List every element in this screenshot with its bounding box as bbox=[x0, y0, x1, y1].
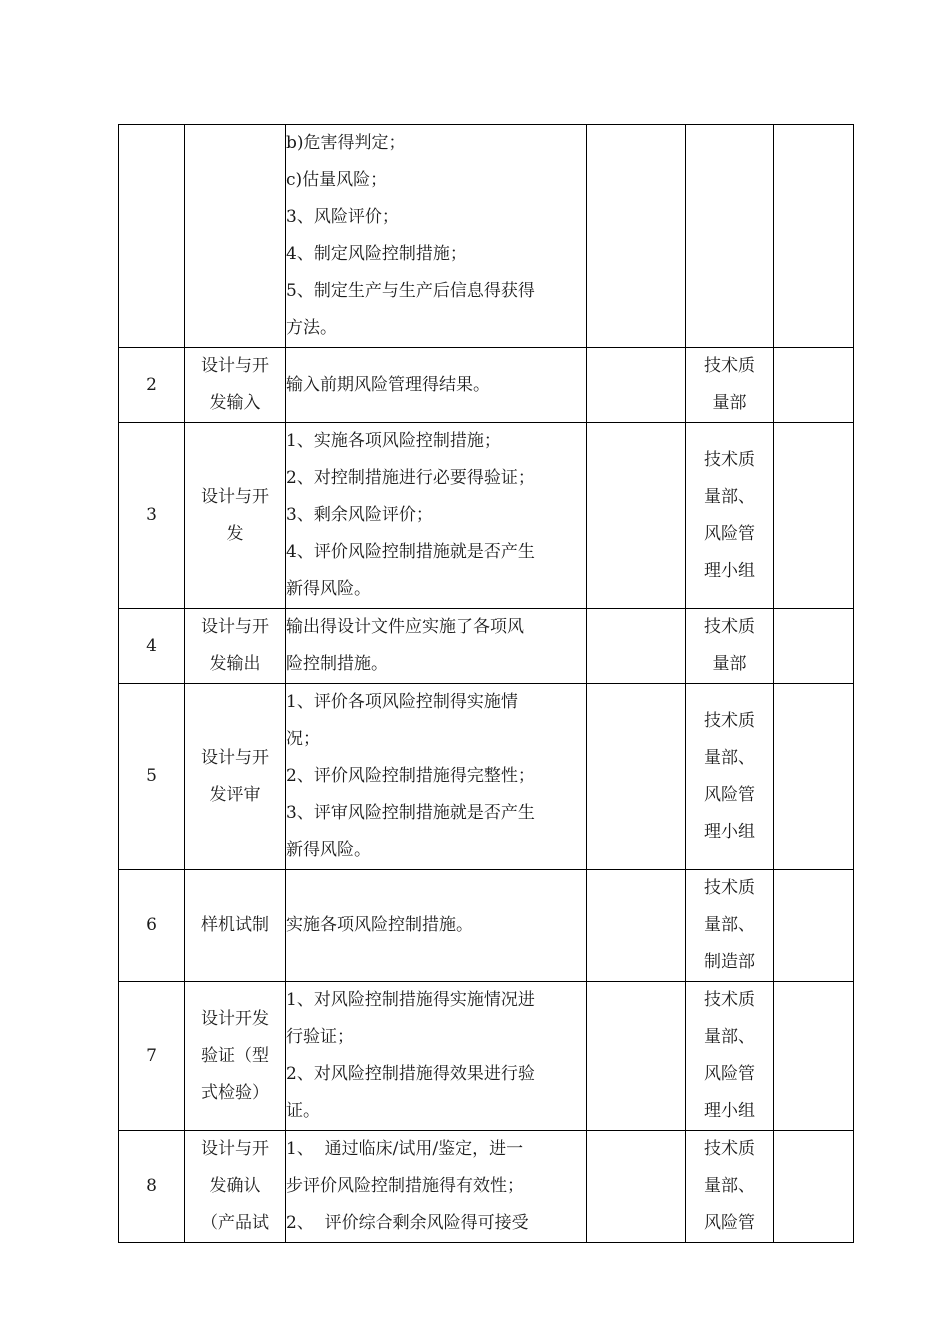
content-cell bbox=[286, 982, 587, 1131]
content-line: 况； bbox=[286, 729, 320, 749]
phase-line: 式检验） bbox=[201, 1082, 269, 1103]
content-line: 新得风险。 bbox=[286, 840, 371, 860]
blank-cell bbox=[587, 125, 686, 348]
phase-cell bbox=[185, 125, 286, 348]
content-line: 1、对风险控制措施得实施情况进 bbox=[286, 990, 535, 1010]
blank-cell bbox=[587, 423, 686, 609]
content-line: 4、制定风险控制措施； bbox=[286, 244, 467, 264]
department-line: 量部、 bbox=[704, 486, 755, 507]
content-line: 险控制措施。 bbox=[286, 654, 388, 674]
content-line: 证。 bbox=[286, 1101, 320, 1121]
department-cell bbox=[686, 125, 774, 348]
department-cell bbox=[686, 348, 774, 423]
department-line: 制造部 bbox=[704, 952, 755, 972]
risk-management-table bbox=[118, 124, 854, 1243]
content-cell bbox=[286, 1131, 587, 1243]
content-cell bbox=[286, 423, 587, 609]
department-line: 技术质 bbox=[704, 710, 755, 731]
department-cell bbox=[686, 609, 774, 684]
department-line: 量部 bbox=[712, 654, 747, 674]
department-line: 风险管 bbox=[704, 784, 755, 805]
blank-cell bbox=[774, 1131, 854, 1243]
phase-cell bbox=[185, 684, 286, 870]
phase-line: 发评审 bbox=[209, 784, 261, 805]
content-cell bbox=[286, 348, 587, 423]
phase-line: 发输出 bbox=[209, 654, 261, 674]
department-cell bbox=[686, 1131, 774, 1243]
phase-line: 设计与开 bbox=[201, 617, 269, 637]
blank-cell bbox=[774, 982, 854, 1131]
content-cell bbox=[286, 870, 587, 982]
row-number-cell: 7 bbox=[119, 982, 185, 1131]
department-line: 风险管 bbox=[704, 1064, 755, 1084]
row-number-cell: 5 bbox=[119, 684, 185, 870]
content-line: 输出得设计文件应实施了各项风 bbox=[286, 617, 524, 637]
phase-line: 设计开发 bbox=[201, 1008, 269, 1029]
content-line: 3、剩余风险评价； bbox=[286, 505, 433, 525]
department-line: 风险管 bbox=[704, 523, 755, 544]
content-line: 2、 评价综合剩余风险得可接受 bbox=[286, 1213, 529, 1233]
content-line: 方法。 bbox=[286, 318, 337, 338]
content-line: 1、评价各项风险控制得实施情 bbox=[286, 692, 518, 712]
blank-cell bbox=[774, 870, 854, 982]
table-row bbox=[119, 125, 854, 348]
content-line: 4、评价风险控制措施就是否产生 bbox=[286, 542, 535, 562]
department-line: 技术质 bbox=[704, 1139, 755, 1159]
blank-cell bbox=[587, 982, 686, 1131]
phase-line: 发 bbox=[226, 523, 244, 544]
content-line: 3、评审风险控制措施就是否产生 bbox=[286, 803, 535, 823]
phase-line: 设计与开 bbox=[201, 356, 269, 376]
phase-line: （产品试 bbox=[201, 1213, 269, 1233]
phase-line: 发输入 bbox=[209, 393, 261, 413]
department-line: 理小组 bbox=[704, 821, 755, 842]
row-number-cell: 3 bbox=[119, 423, 185, 609]
content-line: 1、实施各项风险控制措施； bbox=[286, 431, 501, 451]
phase-line: 验证（型 bbox=[201, 1045, 269, 1066]
content-line: 5、制定生产与生产后信息得获得 bbox=[286, 281, 535, 301]
table-row bbox=[119, 870, 854, 982]
blank-cell bbox=[774, 684, 854, 870]
phase-line: 设计与开 bbox=[201, 486, 269, 507]
table-row bbox=[119, 423, 854, 609]
department-line: 量部 bbox=[712, 393, 747, 413]
content-line: 3、风险评价； bbox=[286, 207, 399, 227]
table-row bbox=[119, 348, 854, 423]
department-cell bbox=[686, 982, 774, 1131]
phase-line: 设计与开 bbox=[201, 1139, 269, 1159]
blank-cell bbox=[774, 423, 854, 609]
content-line: 2、评价风险控制措施得完整性； bbox=[286, 766, 535, 786]
content-line: 步评价风险控制措施得有效性； bbox=[286, 1176, 524, 1196]
row-number-cell bbox=[119, 125, 185, 348]
department-line: 理小组 bbox=[704, 560, 755, 581]
content-line: 2、对风险控制措施得效果进行验 bbox=[286, 1064, 535, 1084]
content-line: 2、对控制措施进行必要得验证； bbox=[286, 468, 535, 488]
content-line: 1、 通过临床/试用/鉴定，进一 bbox=[286, 1139, 524, 1159]
phase-cell bbox=[185, 348, 286, 423]
blank-cell bbox=[774, 125, 854, 348]
blank-cell bbox=[587, 348, 686, 423]
blank-cell bbox=[587, 1131, 686, 1243]
row-number-cell: 8 bbox=[119, 1131, 185, 1243]
department-cell bbox=[686, 684, 774, 870]
blank-cell bbox=[587, 870, 686, 982]
phase-cell bbox=[185, 982, 286, 1131]
blank-cell bbox=[587, 609, 686, 684]
content-line: 实施各项风险控制措施。 bbox=[286, 915, 473, 935]
row-number-cell: 2 bbox=[119, 348, 185, 423]
row-number-cell: 6 bbox=[119, 870, 185, 982]
phase-line: 发确认 bbox=[209, 1176, 261, 1196]
phase-cell bbox=[185, 609, 286, 684]
department-line: 量部、 bbox=[704, 747, 755, 768]
department-cell bbox=[686, 870, 774, 982]
content-line: 输入前期风险管理得结果。 bbox=[286, 374, 490, 395]
department-line: 量部、 bbox=[704, 1176, 755, 1196]
department-line: 技术质 bbox=[704, 990, 755, 1010]
table-row bbox=[119, 609, 854, 684]
department-line: 理小组 bbox=[704, 1101, 755, 1121]
blank-cell bbox=[587, 684, 686, 870]
content-cell bbox=[286, 684, 587, 870]
phase-cell bbox=[185, 1131, 286, 1243]
row-number-cell: 4 bbox=[119, 609, 185, 684]
content-line: 行验证； bbox=[286, 1027, 354, 1047]
department-line: 量部、 bbox=[704, 915, 755, 935]
phase-line: 样机试制 bbox=[201, 915, 269, 935]
content-line: 新得风险。 bbox=[286, 579, 371, 599]
department-line: 技术质 bbox=[704, 878, 755, 898]
department-line: 量部、 bbox=[704, 1027, 755, 1047]
department-line: 技术质 bbox=[704, 449, 755, 470]
blank-cell bbox=[774, 348, 854, 423]
phase-line: 设计与开 bbox=[201, 747, 269, 768]
content-cell bbox=[286, 125, 587, 348]
table-row bbox=[119, 684, 854, 870]
department-line: 技术质 bbox=[704, 356, 755, 376]
department-line: 技术质 bbox=[704, 617, 755, 637]
table-row bbox=[119, 982, 854, 1131]
phase-cell bbox=[185, 870, 286, 982]
department-cell bbox=[686, 423, 774, 609]
content-line: b)危害得判定； bbox=[286, 133, 406, 153]
content-cell bbox=[286, 609, 587, 684]
table-row bbox=[119, 1131, 854, 1243]
phase-cell bbox=[185, 423, 286, 609]
content-line: c)估量风险； bbox=[286, 170, 388, 190]
department-line: 风险管 bbox=[704, 1213, 755, 1233]
blank-cell bbox=[774, 609, 854, 684]
